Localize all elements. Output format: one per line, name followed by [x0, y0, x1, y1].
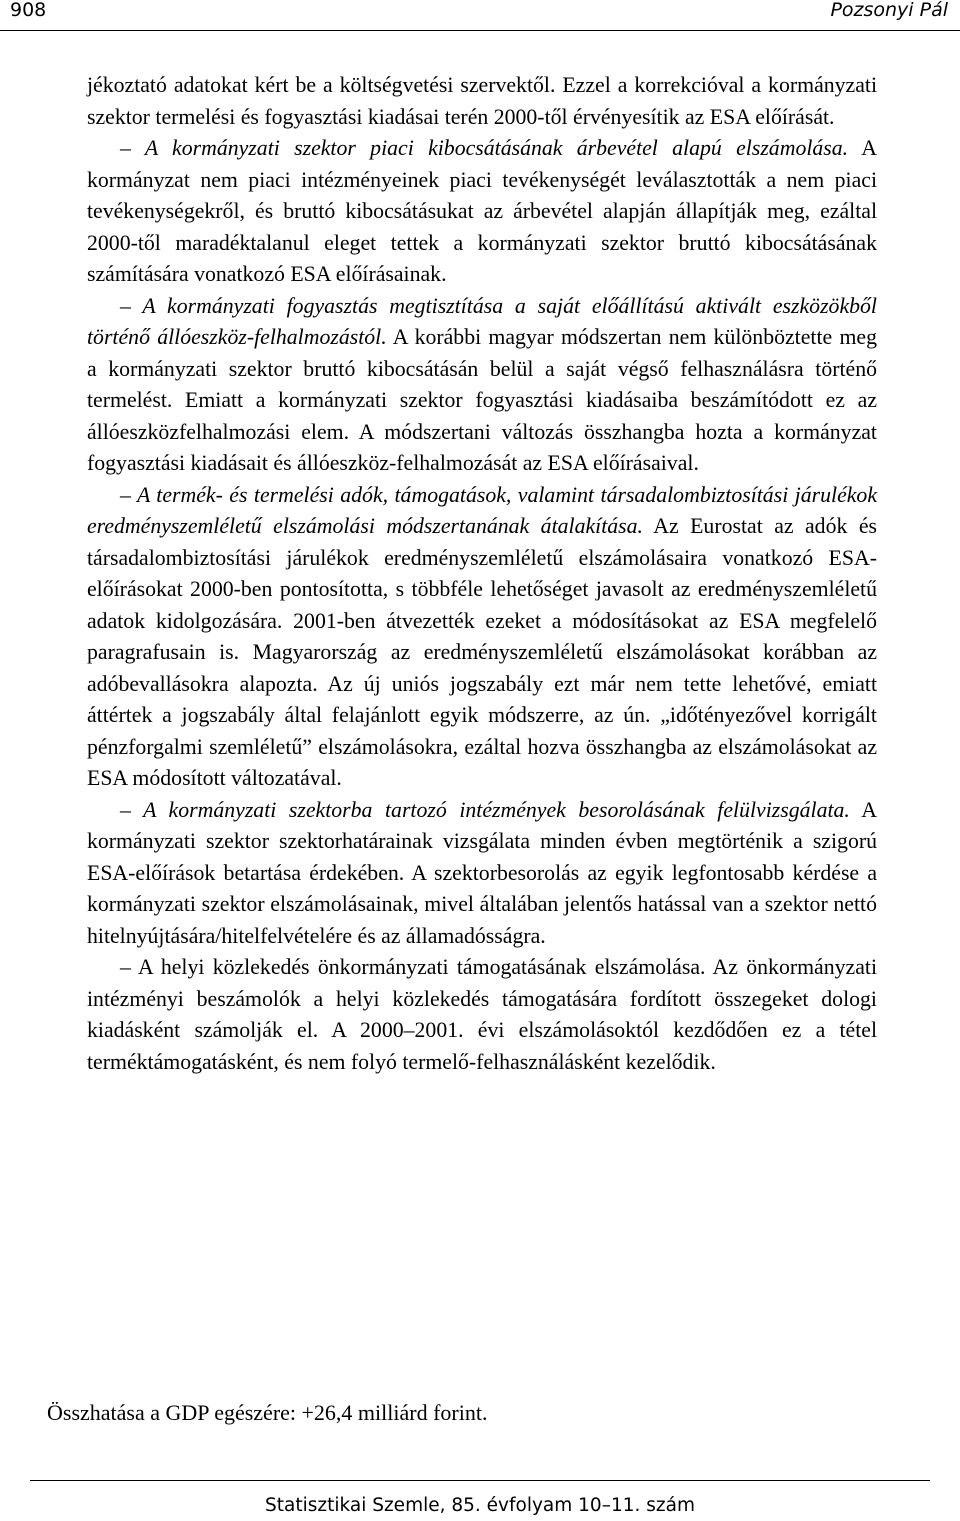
- paragraph-3-lead: – A kormányzati fogyasztás megtisztítása a saját előállítású aktivált eszközökből történő állóeszköz-felhalmozástól.: [87, 293, 877, 349]
- paragraph-5-lead: – A kormányzati szektorba tartozó intézmények besorolásának felülvizsgálata.: [120, 797, 850, 822]
- paragraph-1: jékoztató adatokat kért be a költségvetési szervektől. Ezzel a korrekcióval a kormányzati szektor termelési és fogyasztási kiadásai terén 2000-től érvényesítik az ESA előírását.: [87, 73, 877, 129]
- header-rule: [0, 30, 960, 31]
- paragraph-2-text: A kormányzat nem piaci intézményeinek piaci tevékenységét leválasztották a nem piaci tevékenységekről, és bruttó kibocsátásukat az árbevétel alapján állapítják meg, ezáltal 2000-től maradéktalanul eleget tettek a kormányzati szektor bruttó kibocsátásának számítására vonatkozó ESA előírásainak.: [87, 136, 877, 286]
- body-text: [87, 70, 877, 1078]
- paragraph-4: [87, 480, 877, 795]
- paragraph-2-lead: – A kormányzati szektor piaci kibocsátásának árbevétel alapú elszámolása.: [120, 136, 849, 160]
- paragraph-5-text: A kormányzati szektor szektorhatárainak vizsgálata minden évben megtörténik a szigorú ESA-előírások betartása érdekében. A szektorbesorolás az egyik legfontosabb kérdése a kormányzati szektor elszámolásainak, mivel általában jelentős hatással van a szektor nettó hitelnyújtására/hitelfelvételére és az államadósságra.: [87, 797, 877, 948]
- paragraph-4-lead: – A termék- és termelési adók, támogatások, valamint társadalombiztosítási járulékok eredményszemléletű elszámolási módszertanának átalakítása.: [87, 482, 877, 538]
- paragraph-2: [87, 133, 877, 291]
- paragraph-6: – A helyi közlekedés önkormányzati támogatásának elszámolása. Az önkormányzati intézményi beszámolók a helyi közlekedés támogatására fordított összegeket dologi kiadásként számolják el. A 2000–2001. évi elszámolásoktól kezdődően ez a tétel terméktámogatásként, és nem folyó termelő-felhasználásként kezelődik.: [87, 955, 877, 1074]
- paragraph-3-text: A korábbi magyar módszertan nem különböztette meg a kormányzati szektor bruttó kibocsátásán belül a saját végső felhasználásra történő termelést. Emiatt a kormányzati szektor fogyasztási kiadásaiba beszámítódott ez az állóeszközfelhalmozási elem. A módszertani változás összhangba hozta a kormányzat fogyasztási kiadásait és állóeszköz-felhalmozását az ESA előírásaival.: [87, 325, 877, 475]
- summary-line: Összhatása a GDP egészére: +26,4 milliárd forint.: [47, 1400, 488, 1425]
- page-number: 908: [10, 0, 47, 21]
- page-footer: Statisztikai Szemle, 85. évfolyam 10–11. szám: [265, 1495, 695, 1516]
- running-head-author: Pozsonyi Pál: [830, 0, 948, 21]
- page-header: [0, 0, 960, 26]
- paragraph-3: [87, 291, 877, 480]
- footer-rule: [30, 1480, 930, 1481]
- paragraph-4-text: Az Eurostat az adók és társadalombiztosítási járulékok eredményszemléletű elszámolásaira vonatkozó ESA-előírásokat 2000-ben pontosította, s többféle lehetőséget javasolt az eredményszemléletű adatok kidolgozására. 2001-ben átvezették ezeket a módosításokat az ESA megfelelő paragrafusain is. Magyarország az eredményszemléletű elszámolásokat korábban az adóbevallásokra alapozta. Az új uniós jogszabály ezt már nem tette lehetővé, emiatt áttértek a jogszabály által felajánlott egyik módszerre, az ún. „időtényezővel korrigált pénzforgalmi szemléletű” elszámolásokra, ezáltal hozva összhangba az elszámolásokat az ESA módosított változatával.: [87, 514, 877, 790]
- paragraph-5: [87, 795, 877, 953]
